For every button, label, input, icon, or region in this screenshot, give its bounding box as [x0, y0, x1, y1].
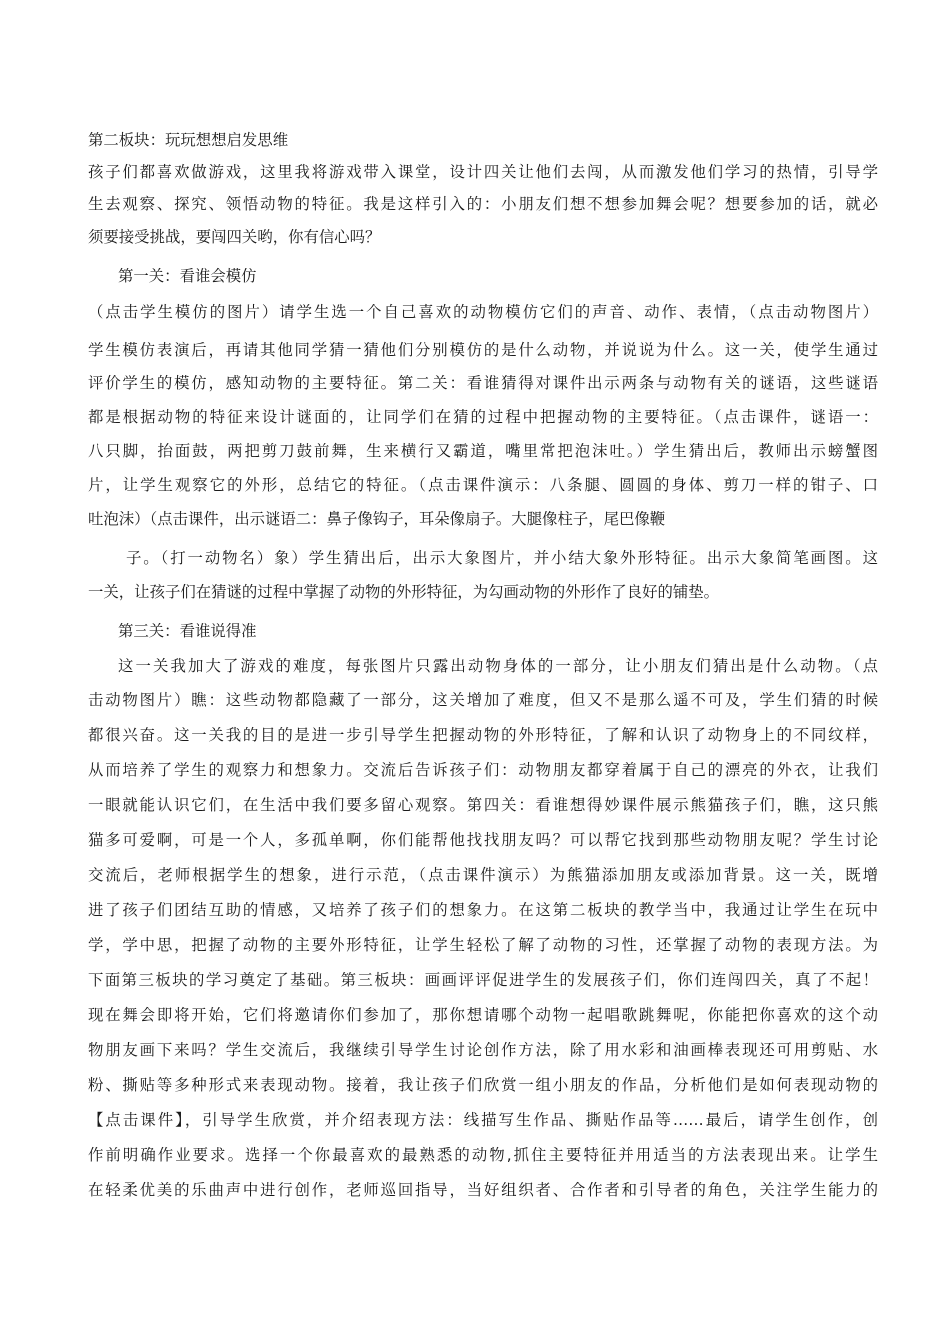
text-line: 须要接受挑战，要闯四关哟，你有信心吗？: [88, 228, 381, 246]
text-line: 猫多可爱啊，可是一个人，多孤单啊，你们能帮他找找朋友吗？可以帮它找到那些动物朋友呢？学生讨论: [88, 831, 878, 849]
text-line: 下面第三板块的学习奠定了基础。第三板块：画画评评促进学生的发展孩子们，你们连闯四关，真了不起！: [88, 971, 878, 989]
text-line: 进了孩子们团结互助的情感，又培养了孩子们的想象力。在这第二板块的教学当中，我通过让学生在玩中: [88, 901, 878, 919]
text-line: 生去观察、探究、领悟动物的特征。我是这样引入的：小朋友们想不想参加舞会呢？想要参加的话，就必: [88, 195, 878, 213]
text-line: 孩子们都喜欢做游戏，这里我将游戏带入课堂，设计四关让他们去闯，从而激发他们学习的热情，引导学: [88, 163, 878, 181]
text-line: 八只脚，抬面鼓，两把剪刀鼓前舞，生来横行又霸道，嘴里常把泡沫吐。）学生猜出后，教师出示螃蟹图: [88, 442, 878, 460]
section-heading: 第二板块：玩玩想想启发思维: [88, 131, 289, 149]
subheading-level-3: 第三关：看谁说得准: [118, 622, 257, 640]
text-line: 一关，让孩子们在猜谜的过程中掌握了动物的外形特征，为勾画动物的外形作了良好的铺垫。: [88, 583, 720, 601]
text-line: 都很兴奋。这一关我的目的是进一步引导学生把握动物的外形特征，了解和认识了动物身上的不同纹样，: [88, 726, 878, 744]
text-line: 吐泡沫）（点击课件，出示谜语二：鼻子像钩子，耳朵像扇子。大腿像柱子，尾巴像鞭: [88, 510, 666, 528]
text-line: 都是根据动物的特征来设计谜面的，让同学们在猜的过程中把握动物的主要特征。（点击课件，谜语一：: [88, 408, 878, 426]
text-line: 物朋友画下来吗？学生交流后，我继续引导学生讨论创作方法，除了用水彩和油画棒表现还可用剪贴、水: [88, 1041, 878, 1059]
subheading-level-1: 第一关：看谁会模仿: [118, 267, 257, 285]
text-line: 一眼就能认识它们，在生活中我们要多留心观察。第四关：看谁想得妙课件展示熊猫孩子们，瞧，这只熊: [88, 796, 878, 814]
text-line: 【点击课件】，引导学生欣赏，并介绍表现方法：线描写生作品、撕贴作品等……最后，请学生创作，创: [88, 1111, 878, 1129]
text-line: 击动物图片）瞧：这些动物都隐藏了一部分，这关增加了难度，但又不是那么遥不可及，学生们猜的时候: [88, 691, 878, 709]
text-line: 学生模仿表演后，再请其他同学猜一猜他们分别模仿的是什么动物，并说说为什么。这一关，使学生通过: [88, 341, 878, 359]
text-line: 在轻柔优美的乐曲声中进行创作，老师巡回指导，当好组织者、合作者和引导者的角色，关注学生能力的: [88, 1181, 878, 1199]
text-line: 这一关我加大了游戏的难度，每张图片只露出动物身体的一部分，让小朋友们猜出是什么动物。（点: [118, 657, 878, 675]
text-line: 子。（打一动物名）象）学生猜出后，出示大象图片，并小结大象外形特征。出示大象简笔画图。这: [126, 549, 878, 567]
text-line: 交流后，老师根据学生的想象，进行示范，（点击课件演示）为熊猫添加朋友或添加背景。这一关，既增: [88, 866, 878, 884]
text-line: 从而培养了学生的观察力和想象力。交流后告诉孩子们：动物朋友都穿着属于自己的漂亮的外衣，让我们: [88, 761, 878, 779]
text-line: 粉、撕贴等多种形式来表现动物。接着，我让孩子们欣赏一组小朋友的作品，分析他们是如何表现动物的: [88, 1076, 878, 1094]
text-line: 作前明确作业要求。选择一个你最喜欢的最熟悉的动物,抓住主要特征并用适当的方法表现出来。让学生: [88, 1146, 878, 1164]
text-line: 学，学中思，把握了动物的主要外形特征，让学生轻松了解了动物的习性，还掌握了动物的表现方法。为: [88, 936, 878, 954]
text-line: 评价学生的模仿，感知动物的主要特征。第二关：看谁猜得对课件出示两条与动物有关的谜语，这些谜语: [88, 374, 878, 392]
text-line: 现在舞会即将开始，它们将邀请你们参加了，那你想请哪个动物一起唱歌跳舞呢，你能把你喜欢的这个动: [88, 1006, 878, 1024]
text-line: （点击学生模仿的图片）请学生选一个自己喜欢的动物模仿它们的声音、动作、表情，（点击动物图片）: [88, 303, 878, 321]
text-line: 片，让学生观察它的外形，总结它的特征。（点击课件演示：八条腿、圆圆的身体、剪刀一样的钳子、口: [88, 476, 878, 494]
